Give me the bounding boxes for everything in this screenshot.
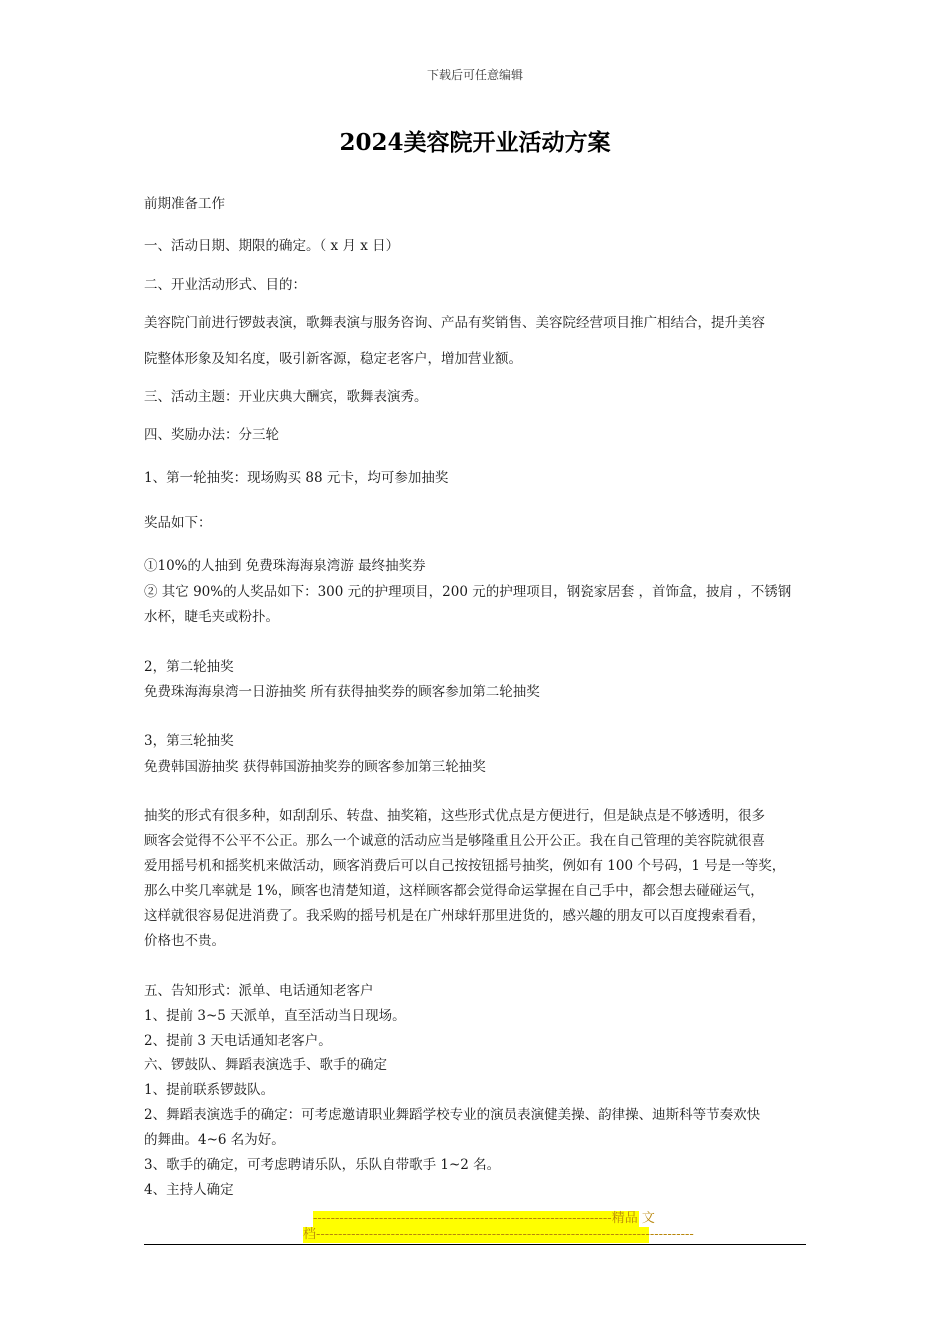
paragraph-line: 一、活动日期、期限的确定。（ x 月 x 日）	[144, 238, 400, 254]
paragraph-line: 的舞曲。4~6 名为好。	[144, 1132, 285, 1148]
paragraph-line: 价格也不贵。	[144, 933, 225, 949]
paragraph-line: 水杯，睫毛夹或粉扑。	[144, 609, 279, 625]
paragraph-line: 1、第一轮抽奖：现场购买 88 元卡，均可参加抽奖	[144, 470, 449, 486]
section-heading-prep: 前期准备工作	[144, 196, 225, 212]
paragraph-line: 1、提前 3~5 天派单，直至活动当日现场。	[144, 1008, 406, 1024]
paragraph-line: 2，第二轮抽奖	[144, 659, 234, 675]
paragraph-line: 六、锣鼓队、舞蹈表演选手、歌手的确定	[144, 1057, 387, 1073]
paragraph-line: 2、提前 3 天电话通知老客户。	[144, 1033, 332, 1049]
paragraph-line: 院整体形象及知名度，吸引新客源，稳定老客户，增加营业额。	[144, 351, 522, 367]
paragraph-line: 抽奖的形式有很多种，如刮刮乐、转盘、抽奖箱，这些形式优点是方便进行，但是缺点是不够透明，很多	[144, 808, 765, 824]
paragraph-line: ①10%的人抽到 免费珠海海泉湾游 最终抽奖券	[144, 558, 426, 574]
paragraph-line: 奖品如下：	[144, 515, 212, 531]
paragraph-line: 3、歌手的确定，可考虑聘请乐队，乐队自带歌手 1~2 名。	[144, 1157, 501, 1173]
paragraph-line: ② 其它 90%的人奖品如下：300 元的护理项目，200 元的护理项目，钢瓷家居套 ，首饰盒，披肩 ，不锈钢	[144, 584, 792, 600]
paragraph-line: 顾客会觉得不公平不公正。那么一个诚意的活动应当是够隆重且公开公正。我在自己管理的美容院就很喜	[144, 833, 765, 849]
footer-watermark-line-2: 档--------------------------------------------------------------------------------------	[303, 1227, 694, 1242]
paragraph-line: 4、主持人确定	[144, 1182, 234, 1198]
page-title: 2024美容院开业活动方案	[339, 129, 611, 156]
paragraph-line: 3，第三轮抽奖	[144, 733, 234, 749]
paragraph-line: 爱用摇号机和摇奖机来做活动，顾客消费后可以自己按按钮摇号抽奖，例如有 100 个号码，1 号是一等奖，	[144, 858, 786, 874]
paragraph-line: 2、舞蹈表演选手的确定：可考虑邀请职业舞蹈学校专业的演员表演健美操、韵律操、迪斯科等节奏欢快	[144, 1107, 761, 1123]
paragraph-line: 1、提前联系锣鼓队。	[144, 1082, 275, 1098]
paragraph-line: 这样就很容易促进消费了。我采购的摇号机是在广州球轩那里进货的，感兴趣的朋友可以百度搜索看看，	[144, 908, 765, 924]
paragraph-line: 免费珠海海泉湾一日游抽奖 所有获得抽奖券的顾客参加第二轮抽奖	[144, 684, 540, 700]
paragraph-line: 美容院门前进行锣鼓表演，歌舞表演与服务咨询、产品有奖销售、美容院经营项目推广相结合，提升美容	[144, 315, 765, 331]
paragraph-line: 二、开业活动形式、目的：	[144, 277, 306, 293]
paragraph-line: 四、奖励办法：分三轮	[144, 427, 279, 443]
header-note: 下载后可任意编辑	[426, 68, 523, 82]
footer-watermark-line-1: --------------------------------------------------------------------精品 文	[313, 1211, 655, 1226]
footer-divider	[144, 1244, 806, 1245]
paragraph-line: 免费韩国游抽奖 获得韩国游抽奖券的顾客参加第三轮抽奖	[144, 759, 486, 775]
paragraph-line: 那么中奖几率就是 1%，顾客也清楚知道，这样顾客都会觉得命运掌握在自己手中，都会想去碰碰运气，	[144, 883, 764, 899]
footer-watermark	[303, 1211, 694, 1243]
paragraph-line: 五、告知形式：派单、电话通知老客户	[144, 983, 374, 999]
paragraph-line: 三、活动主题：开业庆典大酬宾，歌舞表演秀。	[144, 389, 428, 405]
